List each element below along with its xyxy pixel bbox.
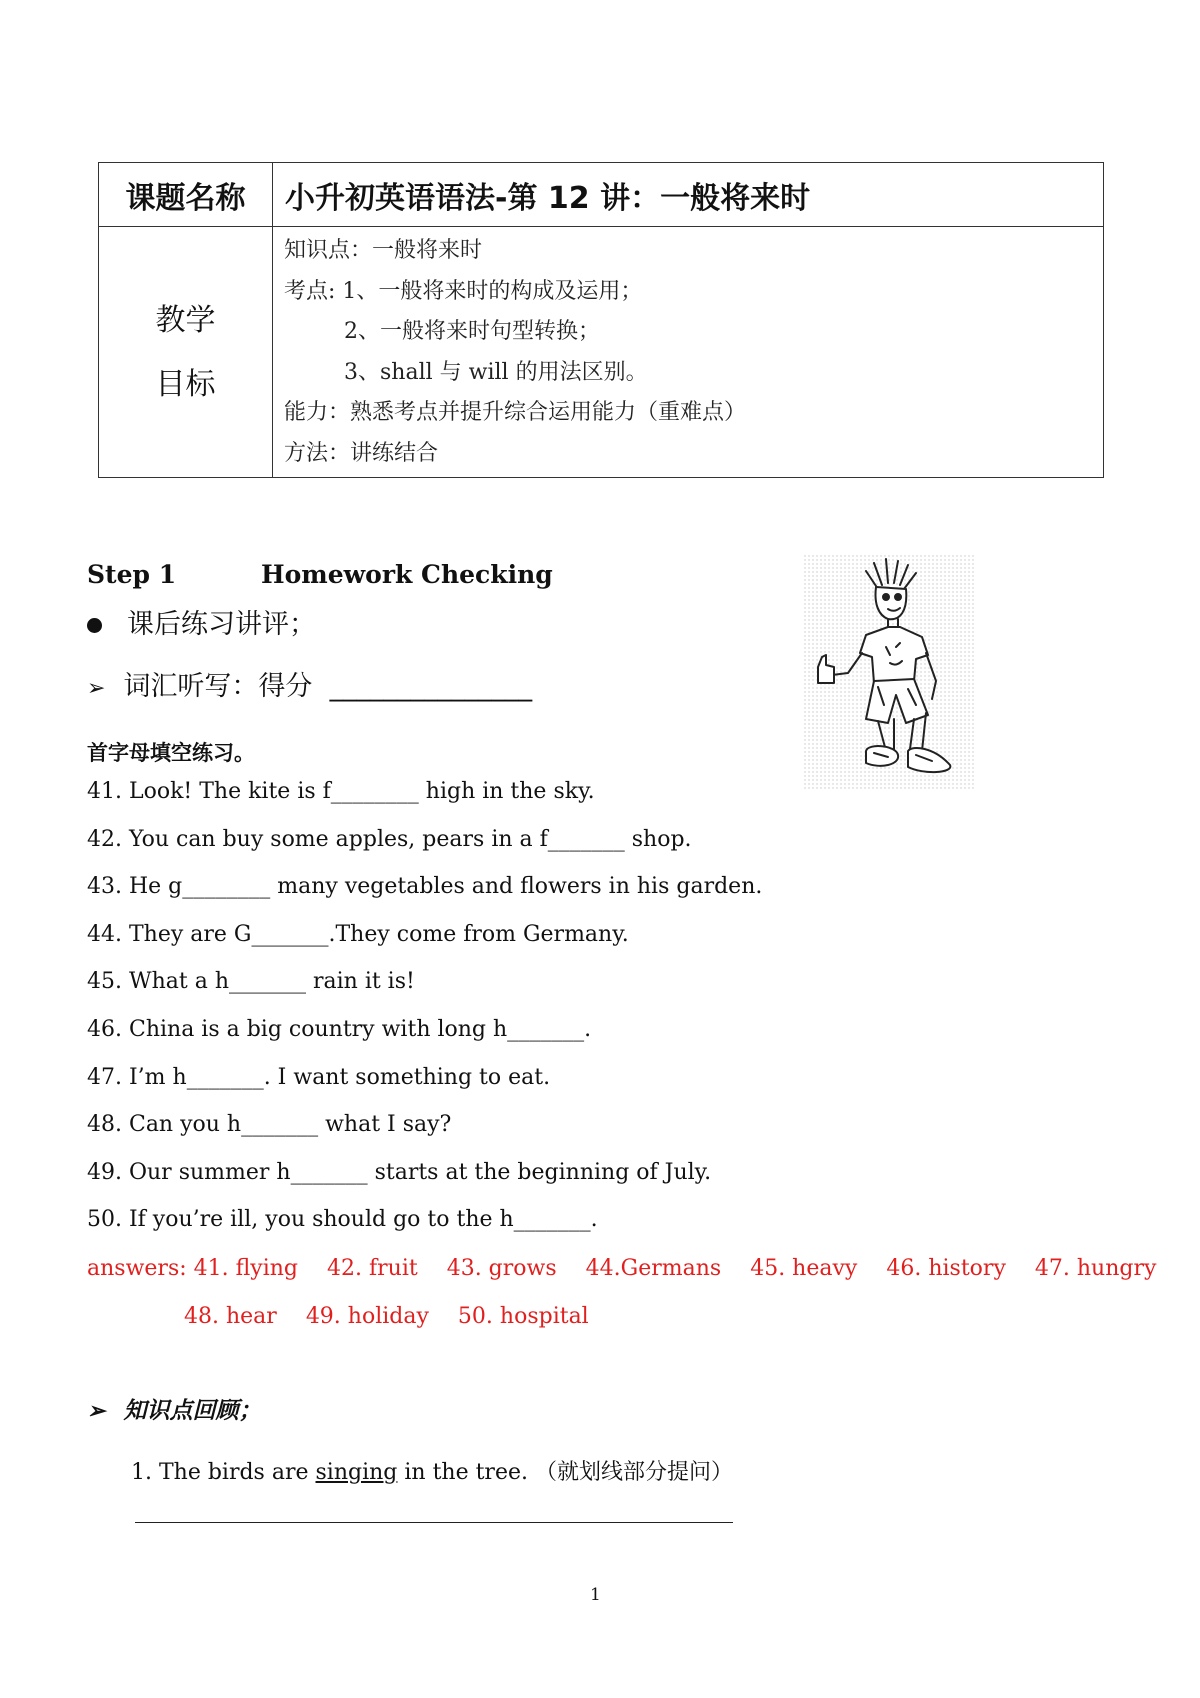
step-number: Step 1 bbox=[87, 560, 177, 589]
answer-item: 42. fruit bbox=[327, 1256, 418, 1281]
question-item: 48. Can you h_______ what I say? bbox=[87, 1112, 452, 1138]
teaching-goals bbox=[284, 231, 746, 474]
answer-row bbox=[87, 1245, 1178, 1293]
lesson-name-label: 课题名称 bbox=[125, 180, 246, 216]
answer-key bbox=[87, 1245, 1178, 1340]
dictation-label: 词汇听写：得分 bbox=[123, 671, 313, 702]
answer-item: 50. hospital bbox=[457, 1303, 589, 1329]
question-text-suffix: in the tree. （就划线部分提问） bbox=[397, 1460, 733, 1485]
answer-item: 44.Germans bbox=[585, 1256, 722, 1281]
goal-label-line2: 目标 bbox=[155, 366, 216, 402]
page-number: 1 bbox=[590, 1585, 601, 1605]
score-blank: _______________ bbox=[329, 671, 533, 702]
goal-item: 3、shall 与 will 的用法区别。 bbox=[344, 359, 648, 385]
answer-row bbox=[87, 1293, 1178, 1341]
goal-item: 知识点：一般将来时 bbox=[284, 238, 483, 263]
question-text-prefix: 1. The birds are bbox=[131, 1460, 316, 1485]
exercise-heading: 首字母填空练习。 bbox=[87, 741, 255, 765]
question-item: 47. I’m h_______. I want something to eat. bbox=[87, 1064, 551, 1090]
cartoon-boy-thumbs-up-illustration bbox=[804, 555, 988, 800]
review-bullet-text: 课后练习讲评； bbox=[127, 609, 316, 640]
question-item: 42. You can buy some apples, pears in a f_______ shop. bbox=[87, 826, 692, 852]
answer-item: 49. holiday bbox=[305, 1303, 429, 1329]
step-title: Homework Checking bbox=[261, 560, 553, 589]
lesson-info-table bbox=[98, 162, 1104, 478]
question-item: 50. If you’re ill, you should go to the h_______. bbox=[87, 1207, 598, 1233]
answer-item: 47. hungry bbox=[1034, 1256, 1157, 1281]
answer-item: 45. heavy bbox=[750, 1256, 858, 1281]
underlined-word: singing bbox=[315, 1460, 398, 1485]
goal-label-line1: 教学 bbox=[155, 302, 216, 338]
arrow-bullet-icon: ➢ bbox=[87, 676, 106, 701]
exercise-question-list bbox=[87, 768, 762, 1244]
question-item: 45. What a h_______ rain it is! bbox=[87, 969, 415, 995]
teaching-goal-label bbox=[99, 226, 272, 479]
dictation-bullet bbox=[87, 664, 532, 703]
goal-item: 能力：熟悉考点并提升综合运用能力（重难点） bbox=[284, 400, 747, 425]
answer-item: 46. history bbox=[886, 1256, 1006, 1281]
question-item: 43. He g________ many vegetables and flowers in his garden. bbox=[87, 874, 763, 900]
goal-item: 方法：讲练结合 bbox=[284, 440, 439, 466]
question-item: 44. They are G_______.They come from Germany. bbox=[87, 921, 629, 947]
answer-item: 48. hear bbox=[184, 1303, 277, 1329]
question-item: 46. China is a big country with long h_______. bbox=[87, 1016, 592, 1042]
bullet-dot-icon bbox=[87, 618, 102, 633]
answer-item: 43. grows bbox=[446, 1256, 557, 1281]
answer-item: answers: 41. flying bbox=[87, 1256, 299, 1281]
review-question-1 bbox=[131, 1455, 733, 1486]
question-item: 41. Look! The kite is f________ high in the sky. bbox=[87, 779, 595, 804]
arrow-bullet-icon: ➢ bbox=[87, 1398, 106, 1424]
knowledge-review-label: 知识点回顾； bbox=[123, 1397, 262, 1424]
review-bullet bbox=[87, 602, 316, 641]
goal-item: 考点: 1、一般将来时的构成及运用； bbox=[284, 278, 643, 304]
lesson-title: 小升初英语语法-第 12 讲：一般将来时 bbox=[285, 180, 811, 216]
question-item: 49. Our summer h_______ starts at the beginning of July. bbox=[87, 1159, 712, 1185]
knowledge-review-heading bbox=[87, 1392, 261, 1425]
goal-item: 2、一般将来时句型转换； bbox=[344, 319, 600, 344]
answer-write-line bbox=[135, 1522, 733, 1523]
table-divider-vertical bbox=[272, 163, 273, 477]
